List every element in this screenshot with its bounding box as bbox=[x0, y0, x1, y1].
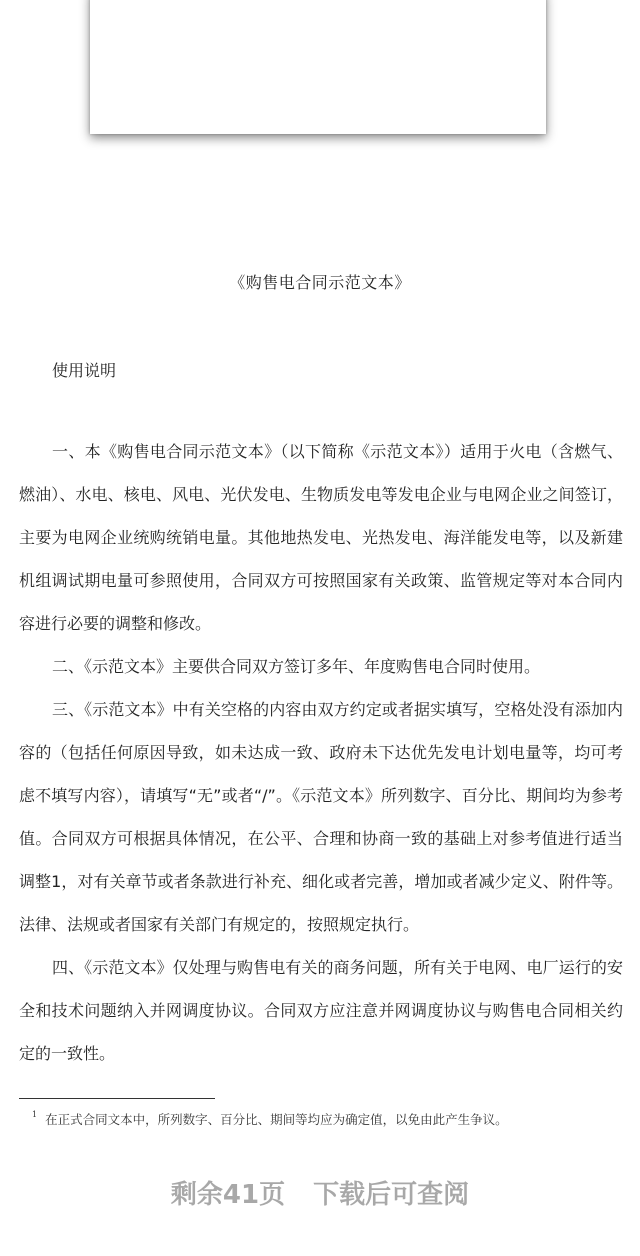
paragraph-4: 四、《示范文本》仅处理与购售电有关的商务问题，所有关于电网、电厂运行的安全和技术问题纳入并网调度协议。合同双方应注意并网调度协议与购售电合同相关约定的一致性。 bbox=[19, 958, 623, 1063]
footnote-text: 在正式合同文本中，所列数字、百分比、期间等均应为确定值，以免由此产生争议。 bbox=[45, 1112, 508, 1127]
remaining-pages-label: 剩余41页 bbox=[170, 1180, 286, 1210]
paragraph-2: 二、《示范文本》主要供合同双方签订多年、年度购售电合同时使用。 bbox=[52, 657, 541, 676]
previous-page-preview bbox=[90, 0, 546, 134]
document-title: 《购售电合同示范文本》 bbox=[229, 273, 411, 292]
paragraph-1: 一、本《购售电合同示范文本》（以下简称《示范文本》）适用于火电（含燃气、燃油）、水电、核电、风电、光伏发电、生物质发电等发电企业与电网企业之间签订，主要为电网企业统购统销电量。其他地热发电、光热发电、海洋能发电等，以及新建机组调试期电量可参照使用，合同双方可按照国家有关政策、监管规定等对本合同内容进行必要的调整和修改。 bbox=[19, 442, 623, 633]
document-body bbox=[19, 430, 623, 1075]
download-action-label: 下载后可查阅 bbox=[313, 1180, 470, 1210]
footnote-divider bbox=[19, 1098, 215, 1099]
footnote bbox=[32, 1110, 508, 1128]
download-to-read-more[interactable] bbox=[0, 1174, 640, 1211]
section-heading: 使用说明 bbox=[52, 361, 117, 380]
paragraph-3: 三、《示范文本》中有关空格的内容由双方约定或者据实填写，空格处没有添加内容的（包括任何原因导致，如未达成一致、政府未下达优先发电计划电量等，均可考虑不填写内容），请填写“无”或者“/”。《示范文本》所列数字、百分比、期间均为参考值。合同双方可根据具体情况，在公平、合理和协商一致的基础上对参考值进行适当调整1，对有关章节或者条款进行补充、细化或者完善，增加或者减少定义、附件等。法律、法规或者国家有关部门有规定的，按照规定执行。 bbox=[19, 700, 623, 934]
footnote-marker: 1 bbox=[32, 1110, 38, 1119]
